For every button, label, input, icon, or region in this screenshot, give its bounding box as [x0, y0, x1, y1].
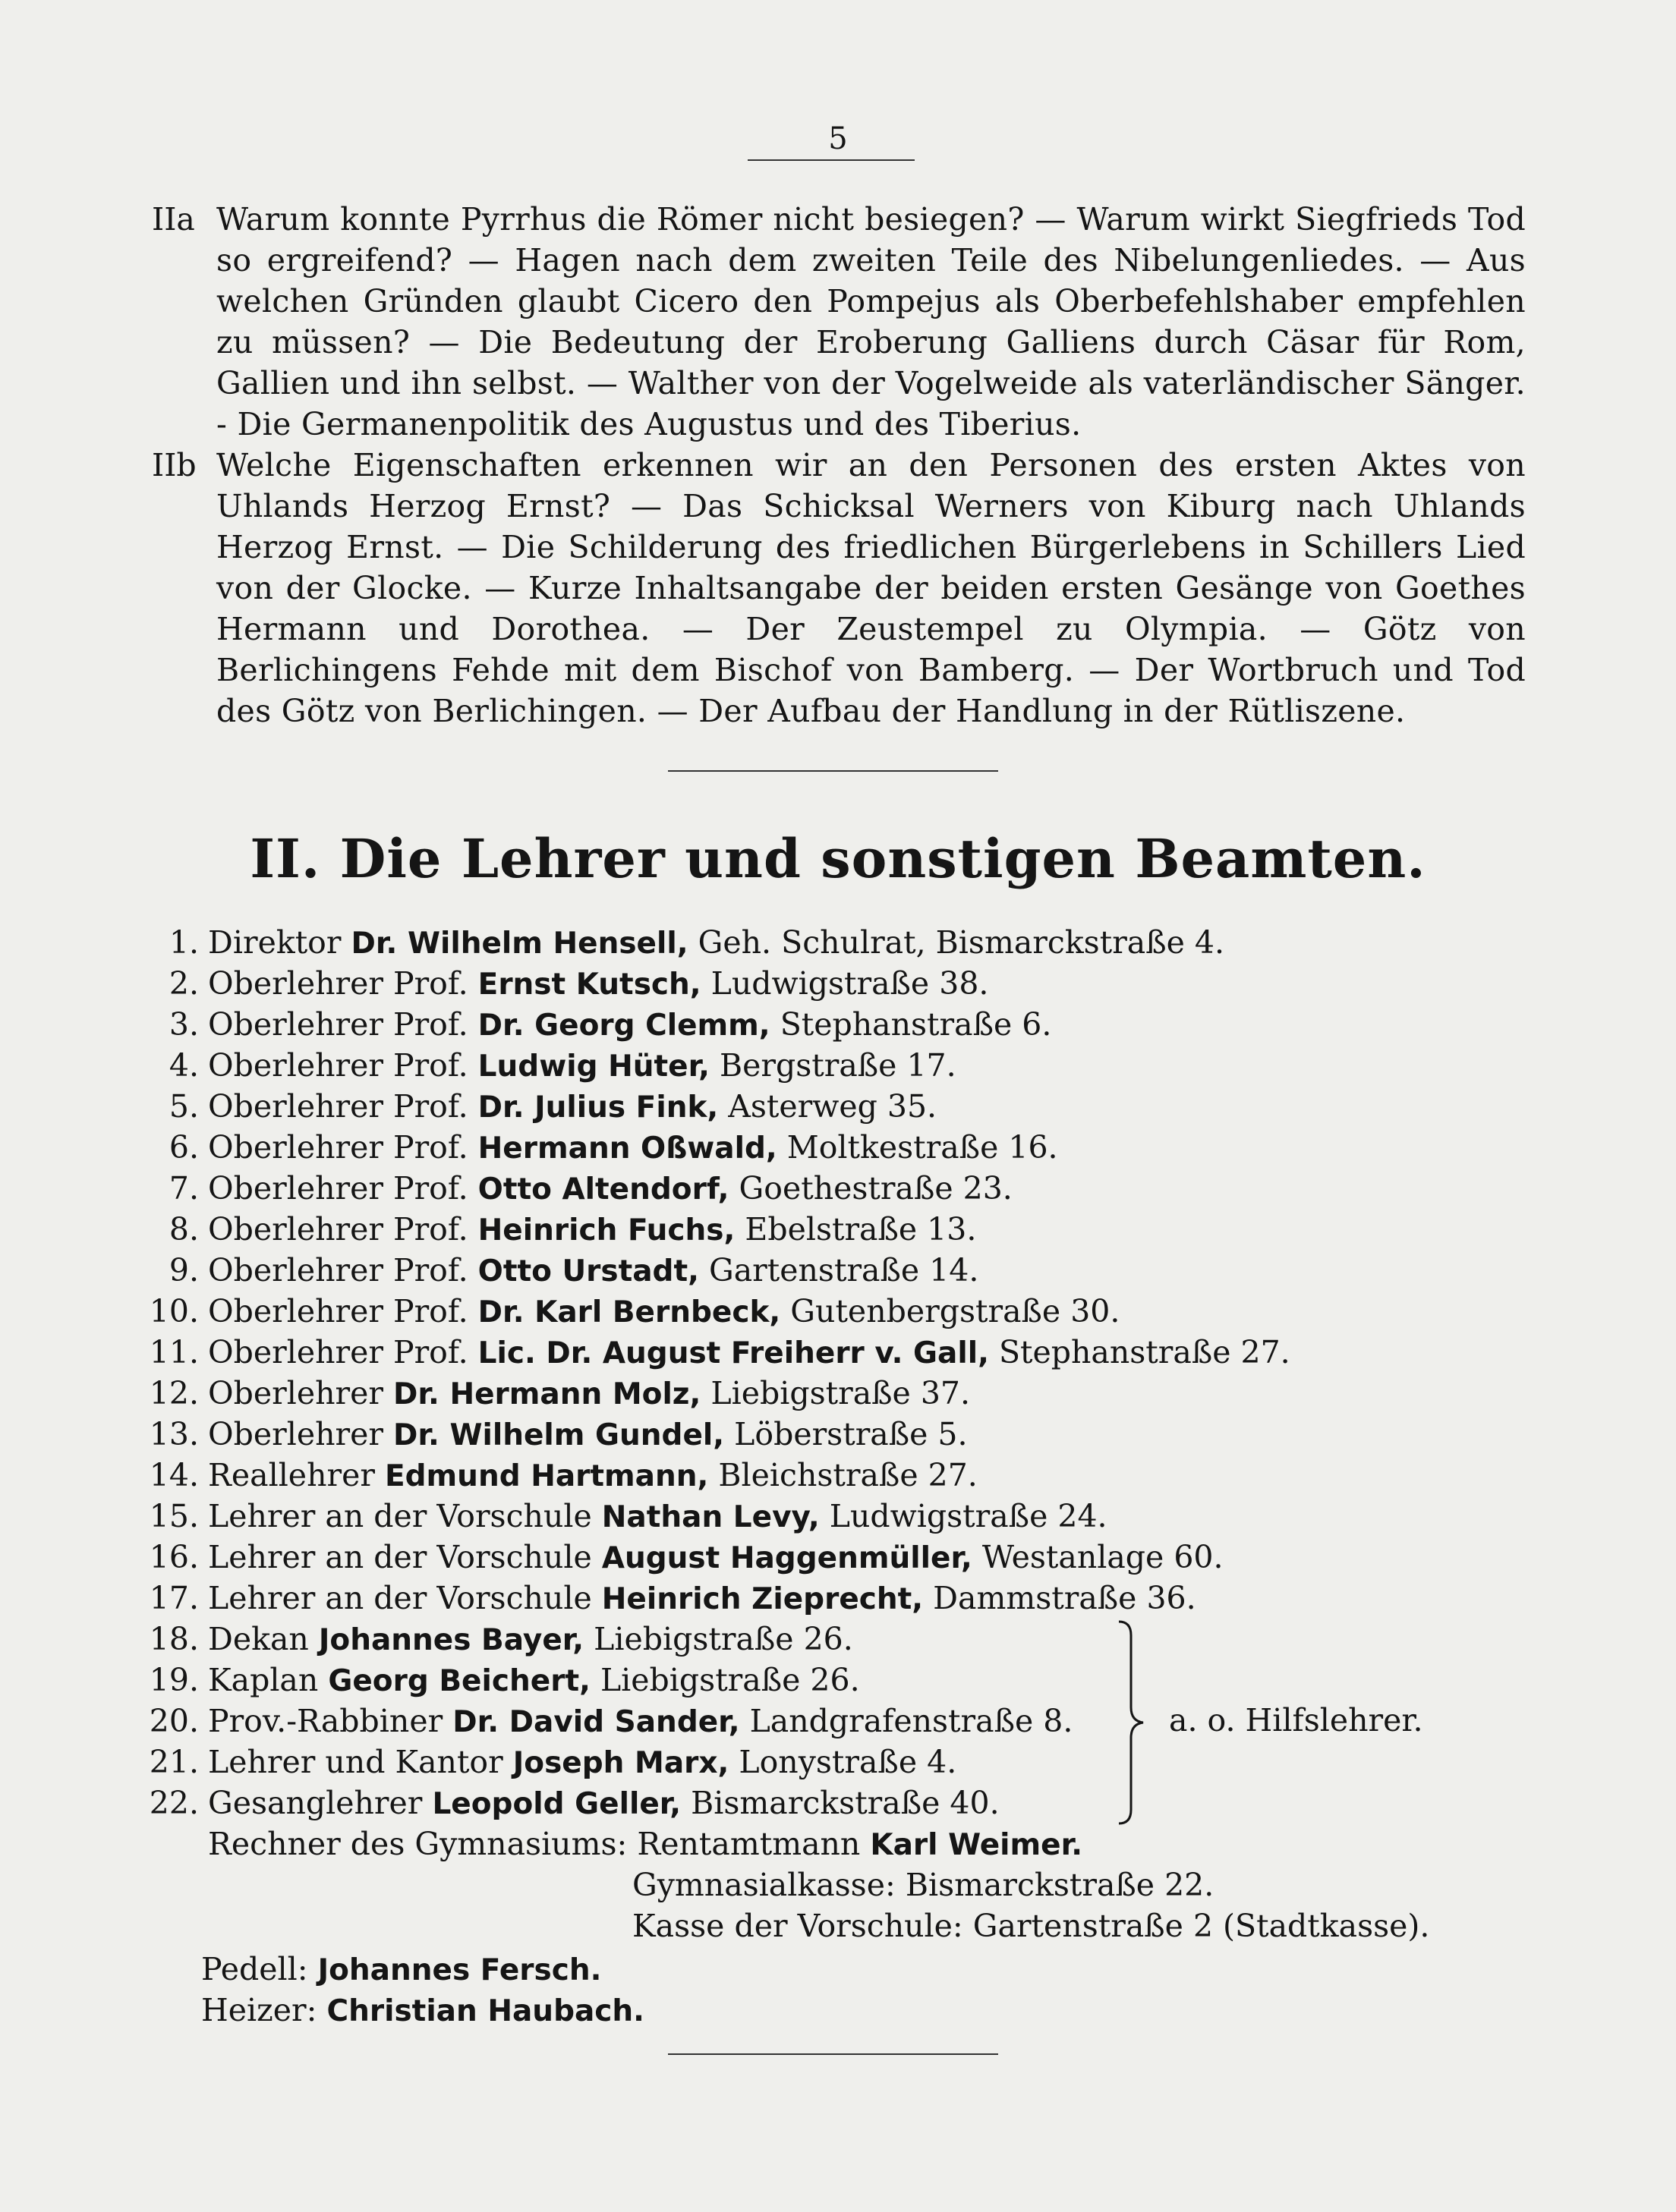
staff-name: Ludwig Hüter,	[477, 1049, 710, 1084]
heizer-label: Heizer:	[201, 1992, 317, 2028]
staff-title: Prov.-Rabbiner	[208, 1703, 443, 1739]
topic-label: IIb	[152, 447, 197, 483]
staff-number: 2.	[169, 965, 199, 1002]
staff-title: Oberlehrer Prof.	[208, 1334, 468, 1370]
staff-title: Oberlehrer Prof.	[208, 965, 468, 1002]
staff-address: Moltkestraße 16.	[786, 1129, 1058, 1166]
staff-name: Dr. David Sander,	[452, 1705, 740, 1739]
staff-title: Oberlehrer Prof.	[208, 1088, 468, 1125]
bottom-divider	[668, 2053, 998, 2055]
staff-address: Bismarckstraße 40.	[691, 1785, 1000, 1821]
staff-title: Oberlehrer	[208, 1375, 383, 1411]
staff-number: 3.	[169, 1006, 199, 1043]
staff-title: Oberlehrer Prof.	[208, 1211, 468, 1248]
staff-row	[144, 1004, 1511, 1045]
staff-address: Dammstraße 36.	[933, 1580, 1196, 1616]
topic-label: IIa	[152, 201, 195, 238]
staff-name: Dr. Karl Bernbeck,	[477, 1295, 781, 1329]
staff-number: 1.	[169, 924, 199, 961]
staff-name: Lic. Dr. August Freiherr v. Gall,	[477, 1336, 989, 1370]
staff-name: Heinrich Fuchs,	[477, 1213, 736, 1248]
staff-address: Westanlage 60.	[981, 1539, 1224, 1575]
staff-row	[144, 1250, 1511, 1291]
staff-number: 14.	[149, 1457, 199, 1493]
staff-number: 16.	[149, 1539, 199, 1575]
staff-address: Liebigstraße 26.	[594, 1621, 853, 1657]
staff-row	[144, 1619, 1511, 1660]
staff-number: 19.	[149, 1662, 199, 1698]
staff-number: 6.	[169, 1129, 199, 1166]
staff-title: Gesanglehrer	[208, 1785, 423, 1821]
topic-block	[144, 199, 1526, 445]
staff-title: Lehrer an der Vorschule	[208, 1580, 592, 1616]
staff-address: Lonystraße 4.	[739, 1744, 957, 1780]
staff-title: Oberlehrer	[208, 1416, 383, 1452]
staff-title: Reallehrer	[208, 1457, 375, 1493]
staff-number: 20.	[149, 1703, 199, 1739]
staff-name: Edmund Hartmann,	[384, 1459, 709, 1493]
staff-row	[144, 1086, 1511, 1127]
staff-address: Gutenbergstraße 30.	[790, 1293, 1120, 1329]
staff-title: Lehrer und Kantor	[208, 1744, 503, 1780]
staff-address: Stephanstraße 27.	[998, 1334, 1290, 1370]
staff-row	[144, 963, 1511, 1004]
staff-name: Leopold Geller,	[432, 1787, 682, 1821]
staff-address: Landgrafenstraße 8.	[749, 1703, 1073, 1739]
staff-address: Ludwigstraße 38.	[710, 965, 989, 1002]
staff-row	[144, 1496, 1511, 1537]
pedell-name: Johannes Fersch.	[317, 1953, 602, 1987]
rechner-name: Karl Weimer.	[870, 1828, 1083, 1862]
staff-row	[144, 1127, 1511, 1168]
staff-name: Nathan Levy,	[601, 1500, 820, 1534]
staff-number: 22.	[149, 1785, 199, 1821]
staff-name: August Haggenmüller,	[601, 1541, 972, 1575]
rechner-line3: Kasse der Vorschule: Gartenstraße 2 (Stadtkasse).	[632, 1908, 1430, 1944]
topic-block	[144, 445, 1526, 732]
staff-title: Oberlehrer Prof.	[208, 1047, 468, 1084]
staff-name: Dr. Georg Clemm,	[477, 1008, 770, 1043]
staff-name: Dr. Wilhelm Gundel,	[393, 1418, 725, 1452]
staff-number: 18.	[149, 1621, 199, 1657]
pedell-line	[201, 1949, 644, 1990]
staff-number: 12.	[149, 1375, 199, 1411]
staff-name: Dr. Hermann Molz,	[393, 1377, 701, 1411]
staff-address: Gartenstraße 14.	[708, 1252, 979, 1288]
staff-title: Kaplan	[208, 1662, 319, 1698]
staff-address: Liebigstraße 26.	[600, 1662, 860, 1698]
staff-title: Direktor	[208, 924, 342, 961]
staff-number: 13.	[149, 1416, 199, 1452]
staff-row	[144, 922, 1511, 963]
staff-row	[144, 1537, 1511, 1578]
staff-number: 15.	[149, 1498, 199, 1534]
staff-title: Oberlehrer Prof.	[208, 1170, 468, 1207]
staff-address: Ludwigstraße 24.	[829, 1498, 1107, 1534]
rechner-label: Rechner des Gymnasiums:	[208, 1826, 628, 1862]
rechner-title: Rentamtmann	[637, 1826, 861, 1862]
support-staff	[201, 1949, 644, 2031]
staff-name: Joseph Marx,	[512, 1746, 729, 1780]
rechner-line	[144, 1823, 1511, 1864]
staff-number: 11.	[149, 1334, 199, 1370]
staff-row	[144, 1578, 1511, 1619]
staff-address: Liebigstraße 37.	[710, 1375, 971, 1411]
staff-address: Bleichstraße 27.	[718, 1457, 978, 1493]
staff-name: Hermann Oßwald,	[477, 1131, 777, 1166]
staff-name: Georg Beichert,	[328, 1664, 591, 1698]
staff-title: Oberlehrer Prof.	[208, 1129, 468, 1166]
staff-address: Bergstraße 17.	[719, 1047, 956, 1084]
staff-list	[144, 922, 1511, 1946]
topic-text: Welche Eigenschaften erkennen wir an den Personen des ersten Aktes von Uhlands Herzog Ernst? — Das Schicksal Werners von Kiburg nach Uhlands Herzog Ernst. — Die Schilderung des friedlichen Bürgerlebens in Schillers Lied von der Glocke. — Kurze Inhaltsangabe der beiden ersten Gesänge von Goethes Hermann und Dorothea. — Der Zeustempel zu Olympia. — Götz von Berlichingens Fehde mit dem Bischof von Bamberg. — Der Wortbruch und Tod des Götz von Berlichingen. — Der Aufbau der Handlung in der Rütliszene.	[216, 447, 1526, 729]
staff-row	[144, 1209, 1511, 1250]
staff-address: Asterweg 35.	[728, 1088, 937, 1125]
heizer-line	[201, 1990, 644, 2031]
staff-row	[144, 1332, 1511, 1373]
staff-row	[144, 1168, 1511, 1209]
staff-name: Dr. Wilhelm Hensell,	[351, 927, 688, 961]
staff-title: Oberlehrer Prof.	[208, 1006, 468, 1043]
staff-row	[144, 1291, 1511, 1332]
section-divider	[668, 770, 998, 772]
staff-name: Heinrich Zieprecht,	[601, 1582, 924, 1616]
staff-row	[144, 1414, 1511, 1455]
staff-number: 7.	[169, 1170, 199, 1207]
staff-row	[144, 1455, 1511, 1496]
staff-row	[144, 1373, 1511, 1414]
staff-name: Dr. Julius Fink,	[477, 1090, 719, 1125]
staff-row	[144, 1660, 1511, 1701]
staff-name: Otto Altendorf,	[477, 1172, 729, 1207]
staff-address: Goethestraße 23.	[739, 1170, 1013, 1207]
essay-topics	[144, 199, 1526, 732]
staff-title: Lehrer an der Vorschule	[208, 1539, 592, 1575]
page-number: 5	[828, 121, 848, 156]
staff-number: 17.	[149, 1580, 199, 1616]
staff-number: 21.	[149, 1744, 199, 1780]
staff-address: Stephanstraße 6.	[780, 1006, 1052, 1043]
heizer-name: Christian Haubach.	[326, 1994, 644, 2028]
curly-brace-icon	[1116, 1620, 1146, 1825]
staff-row	[144, 1742, 1511, 1783]
staff-number: 5.	[169, 1088, 199, 1125]
staff-name: Otto Urstadt,	[477, 1254, 699, 1288]
section-title: II. Die Lehrer und sonstigen Beamten.	[250, 827, 1426, 890]
staff-number: 10.	[149, 1293, 199, 1329]
staff-number: 9.	[169, 1252, 199, 1288]
staff-title: Dekan	[208, 1621, 309, 1657]
brace-label: a. o. Hilfslehrer.	[1169, 1702, 1423, 1738]
pedell-label: Pedell:	[201, 1951, 308, 1987]
staff-address: Löberstraße 5.	[734, 1416, 968, 1452]
staff-address: Geh. Schulrat, Bismarckstraße 4.	[698, 924, 1225, 961]
staff-name: Ernst Kutsch,	[477, 968, 701, 1002]
rechner-line2: Gymnasialkasse: Bismarckstraße 22.	[632, 1867, 1214, 1903]
staff-number: 8.	[169, 1211, 199, 1248]
staff-title: Oberlehrer Prof.	[208, 1293, 468, 1329]
staff-name: Johannes Bayer,	[318, 1623, 584, 1657]
staff-row	[144, 1045, 1511, 1086]
topic-text: Warum konnte Pyrrhus die Römer nicht besiegen? — Warum wirkt Siegfrieds Tod so ergreifend? — Hagen nach dem zweiten Teile des Nibelungenliedes. — Aus welchen Gründen glaubt Cicero den Pompejus als Oberbefehlshaber empfehlen zu müssen? — Die Bedeutung der Eroberung Galliens durch Cäsar für Rom, Gallien und ihn selbst. — Walther von der Vogelweide als vaterländischer Sänger. - Die Germanenpolitik des Augustus und des Tiberius.	[216, 201, 1526, 442]
staff-address: Ebelstraße 13.	[745, 1211, 977, 1248]
staff-number: 4.	[169, 1047, 199, 1084]
staff-title: Lehrer an der Vorschule	[208, 1498, 592, 1534]
staff-row	[144, 1783, 1511, 1823]
staff-title: Oberlehrer Prof.	[208, 1252, 468, 1288]
page-number-rule	[748, 159, 915, 161]
